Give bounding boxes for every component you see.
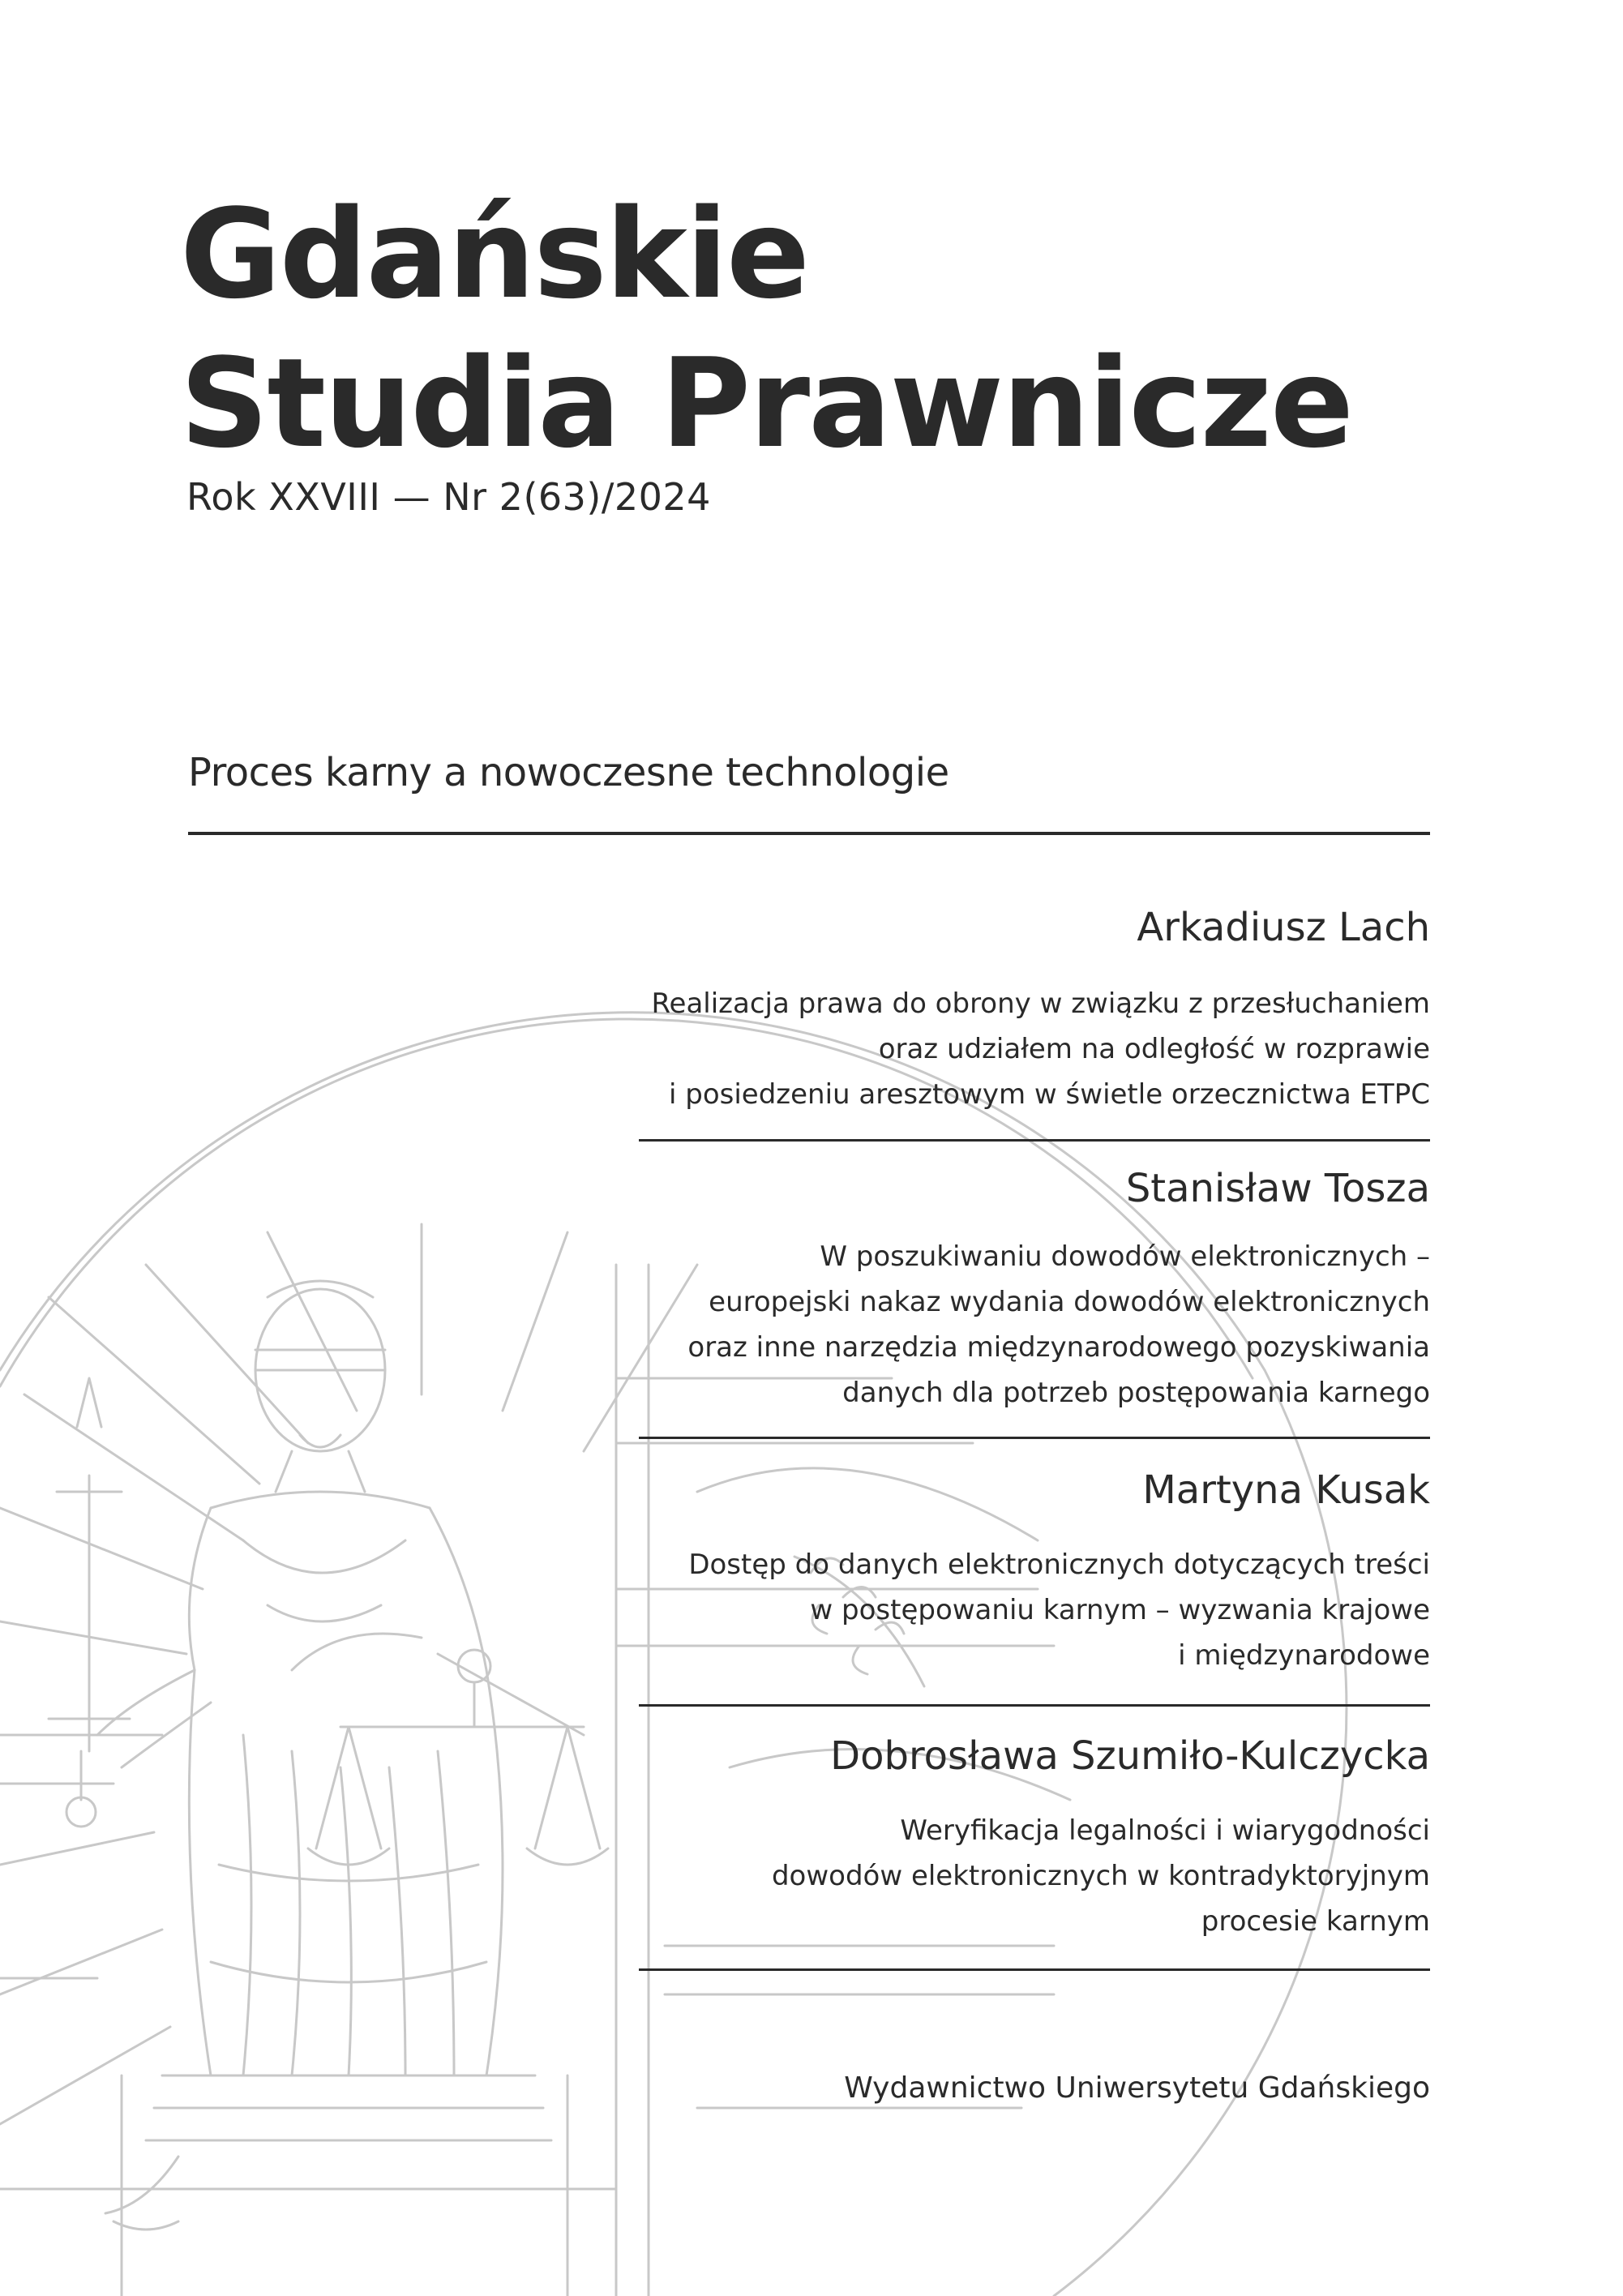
article-4-title-line: dowodów elektronicznych w kontradyktoryjnym	[771, 1860, 1430, 1892]
article-3-title-line: w postępowaniu karnym – wyzwania krajowe	[810, 1594, 1430, 1626]
article-3-title-line: i międzynarodowe	[1178, 1639, 1430, 1672]
article-1-title-line: i posiedzeniu aresztowym w świetle orzecznictwa ETPC	[668, 1078, 1430, 1111]
article-1-title	[538, 981, 1430, 1117]
article-3-author: Martyna Kusak	[1142, 1467, 1430, 1513]
article-2-author: Stanisław Tosza	[1125, 1166, 1430, 1211]
article-3-title	[538, 1542, 1430, 1678]
article-1-title-line: Realizacja prawa do obrony w związku z przesłuchaniem	[651, 987, 1430, 1020]
issue-number: Rok XXVIII — Nr 2(63)/2024	[186, 475, 711, 519]
publisher-name: Wydawnictwo Uniwersytetu Gdańskiego	[844, 2071, 1430, 2105]
journal-title	[180, 180, 1352, 478]
article-2-title-line: europejski nakaz wydania dowodów elektronicznych	[709, 1286, 1430, 1318]
article-2-title	[538, 1234, 1430, 1416]
article-1-title-line: oraz udziałem na odległość w rozprawie	[878, 1033, 1430, 1065]
journal-title-line-1: Gdańskie	[180, 182, 809, 326]
theme-divider	[188, 832, 1430, 835]
article-2-title-line: W poszukiwaniu dowodów elektronicznych –	[820, 1240, 1430, 1273]
article-1-author: Arkadiusz Lach	[1137, 905, 1430, 950]
article-4-divider	[639, 1968, 1430, 1971]
article-4-title-line: procesie karnym	[1201, 1905, 1430, 1938]
article-4-title	[538, 1808, 1430, 1944]
issue-theme: Proces karny a nowoczesne technologie	[188, 750, 949, 795]
article-3-divider	[639, 1704, 1430, 1707]
article-4-title-line: Weryfikacja legalności i wiarygodności	[900, 1814, 1430, 1847]
article-1-divider	[639, 1139, 1430, 1142]
article-2-title-line: oraz inne narzędzia międzynarodowego pozyskiwania	[687, 1331, 1430, 1364]
article-4-author: Dobrosława Szumiło-Kulczycka	[830, 1733, 1430, 1779]
journal-title-line-2: Studia Prawnicze	[180, 332, 1353, 475]
article-2-title-line: danych dla potrzeb postępowania karnego	[842, 1377, 1430, 1409]
article-3-title-line: Dostęp do danych elektronicznych dotyczących treści	[688, 1549, 1430, 1581]
article-2-divider	[639, 1437, 1430, 1439]
